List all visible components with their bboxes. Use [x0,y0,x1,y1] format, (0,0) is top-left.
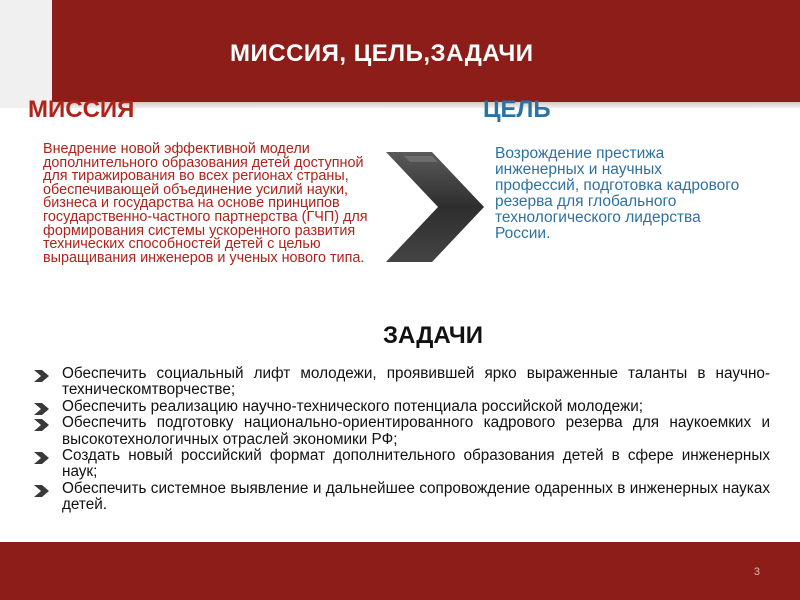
task-text: Создать новый российский формат дополнительного образования детей в сфере инженерных наук; [62,447,770,481]
task-item [30,415,770,448]
tasks-heading: ЗАДАЧИ [383,322,483,349]
header-band [52,0,800,102]
header-shadow [52,102,800,108]
task-text: Обеспечить подготовку национально-ориентированного кадрового резерва для наукоемких и высокотехнологичных отраслей экономики РФ; [62,414,770,448]
arrow-bullet-icon [32,369,56,383]
mission-text: Внедрение новой эффективной модели дополнительного образования детей доступной для тиражирования во всех регионах страны, обеспечивающей объединение усилий науки, бизнеса и государства на основе принципов государственно-частного партнерства (ГЧП) для формирования системы ускоренного развития технических способностей детей с целью выращивания инженеров и ученых нового типа. [43,141,368,266]
arrow-bullet-icon [32,484,56,498]
arrow-bullet-icon [32,402,56,416]
task-text: Обеспечить реализацию научно-технического потенциала российской молодежи; [62,397,644,415]
page-title: МИССИЯ, ЦЕЛЬ,ЗАДАЧИ [230,40,534,67]
task-item [30,481,770,514]
arrow-bullet-icon [32,451,56,465]
mission-heading: МИССИЯ [28,96,135,123]
tasks-list [30,366,770,514]
goal-text: Возрождение престижа инженерных и научных профессий, подготовка кадрового резерва для глобального технологического лидерства России. [495,145,740,242]
task-text: Обеспечить системное выявление и дальнейшее сопровождение одаренных в инженерных науках детей. [62,479,770,514]
chevron-right-icon [380,148,490,266]
header [0,0,800,108]
task-text: Обеспечить социальный лифт молодежи, проявившей ярко выраженные таланты в научно-техническомтворчестве; [62,365,770,399]
task-item [30,399,770,415]
task-item [30,448,770,481]
footer-band [0,542,800,600]
arrow-bullet-icon [32,418,56,432]
goal-heading: ЦЕЛЬ [483,96,551,123]
slide-number: 3 [753,566,760,578]
task-item [30,366,770,399]
